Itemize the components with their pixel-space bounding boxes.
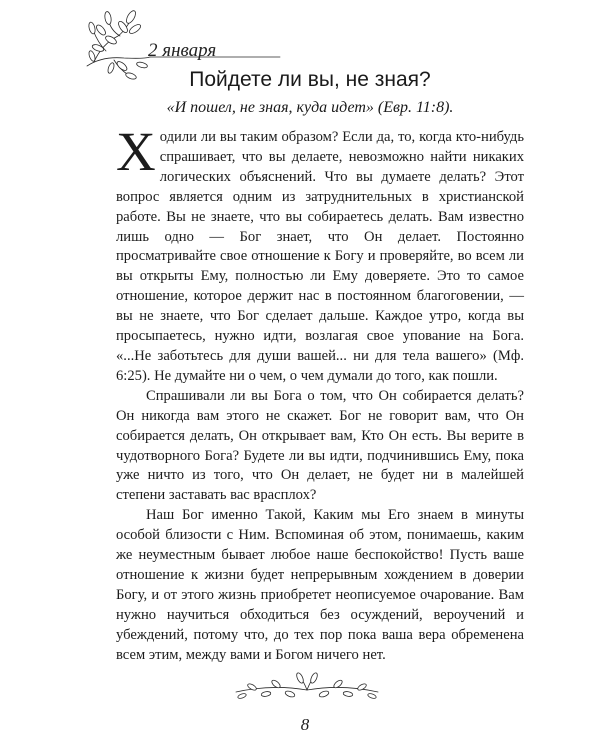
leaf-divider-ornament-icon xyxy=(232,672,382,706)
paragraph-1-text: одили ли вы таким образом? Если да, то, когда кто-нибудь спрашивает, что вы делаете, невозможно найти никаких логических объяснений. Что вы думаете делать? Этот вопрос является одним из затруднительных в христианской работе. Вы не знаете, что вы собираетесь делать. Вам известно лишь одно — Бог знает, что Он делает. Постоянно просматривайте свое отношение к Богу и проверяйте, во всем ли вы открыты Ему, полностью ли Ему доверяете. Это то самое отношение, которое держит нас в постоянном благоговении, — вы не знаете, что Бог сделает дальше. Каждое утро, когда вы просыпаетесь, нужно идти, возлагая свое упование на Бога. «...Не заботьтесь для души вашей... ни для тела вашего» (Мф. 6:25). Не думайте ни о чем, о чем думали до того, как пошли. xyxy=(116,129,524,384)
paragraph-3: Наш Бог именно Такой, Каким мы Его знаем в минуты особой близости с Ним. Вспоминая об этом, понимаешь, каким же неуместным бывает любое наше беспокойство! Пусть ваше отношение к жизни будет непрерывным хождением в доверии Богу, и от этого жизнь приобретет неописуемое очарование. Вам нужно научиться обходиться без осуждений, вероучений и убеждений, потому что, до тех пор пока ваша вера обременена всем этим, между вами и Богом ничего нет. xyxy=(116,507,524,663)
paragraph-2: Спрашивали ли вы Бога о том, что Он собирается делать? Он никогда вам этого не скажет. Бог не говорит вам, что Он собирается делать, Он открывает вам, Кто Он есть. Вы верите в чудотворного Бога? Будете ли вы идти, подчинившись Ему, пока уже ничто из того, что Он делает, не будет ни в малейшей степени заставать вас врасплох? xyxy=(116,387,524,504)
body-text xyxy=(116,121,524,665)
scripture-verse: «И пошел, не зная, куда идет» (Евр. 11:8). xyxy=(166,99,454,116)
drop-cap: Х xyxy=(116,121,156,182)
page-number: 8 xyxy=(300,715,310,734)
paragraph-1 xyxy=(116,121,524,387)
page-title: Пойдете ли вы, не зная? xyxy=(189,68,431,91)
entry-date: 2 января xyxy=(148,40,217,61)
